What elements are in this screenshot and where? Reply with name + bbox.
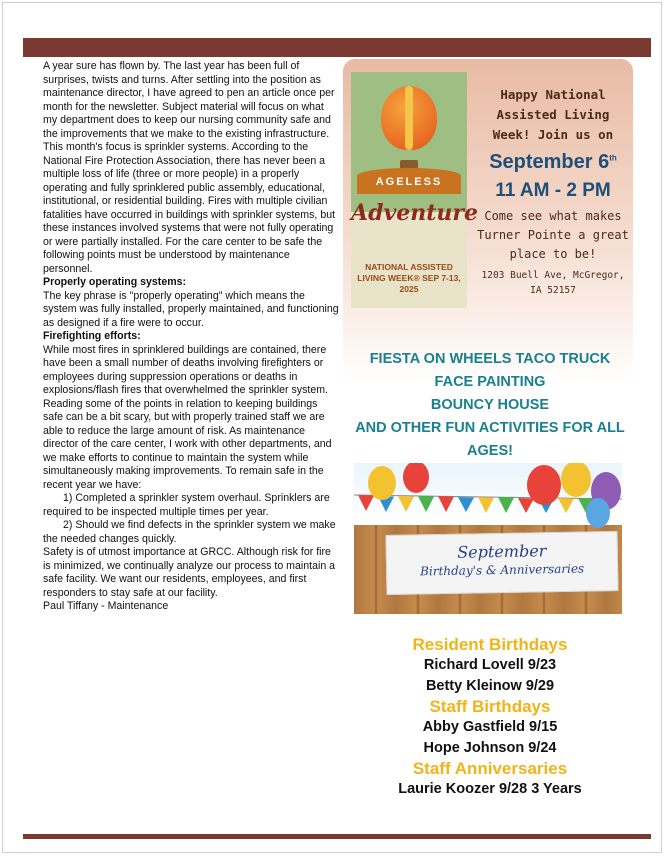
article-heading-operating: Properly operating systems: <box>43 276 187 288</box>
banner-title: September <box>457 541 547 562</box>
article-para-safety: Safety is of utmost importance at GRCC. Although risk for fire is minimized, we continually analyze our process to maintain a safe facility. We want our residents, employees, and first responders to stay safe at our facility. <box>43 546 336 599</box>
article-intro: A year sure has flown by. The last year has been full of surprises, twists and turns. After settling into the position as maintenance director, I have agreed to pen an article once per month for the newsletter. Subject material will focus on what my department does to keep our nursing community safe and the improvements that we make to the existing infrastructure. This month's focus is sprinkler systems. According to the National Fire Protection Association, there has never been a multiple loss of life (three or more people) in a properly operating and fully sprinklered public assembly, educational, institutional, or residential building. Fires with multiple civilian fatalities have occurred in buildings with sprinkler systems, but these instances involved systems that were not fully operating or were partially installed. For the care center to be safe the following points must be understood by maintenance personnel. <box>43 60 336 275</box>
activity-item: AND OTHER FUN ACTIVITIES FOR ALL AGES! <box>355 420 625 459</box>
celebrations-list <box>349 634 631 800</box>
resident-birthday-item: Betty Kleinow 9/29 <box>425 677 555 694</box>
staff-anniversary-item: Laurie Koozer 9/28 3 Years <box>398 781 582 797</box>
activity-item: FACE PAINTING <box>434 374 546 390</box>
staff-birthdays-heading: Staff Birthdays <box>429 697 551 716</box>
article-signature: Paul Tiffany - Maintenance <box>43 600 169 612</box>
article-list-item-1: 1) Completed a sprinkler system overhaul. Sprinklers are required to be inspected multiple times per year. <box>43 492 330 518</box>
staff-birthday-item: Hope Johnson 9/24 <box>423 739 557 756</box>
resident-birthday-item: Richard Lovell 9/23 <box>423 657 557 673</box>
article-para-risk: Reading some of the points in relation to keeping buildings safe can be a bit scary, but with properly trained staff we are able to reduce the large amount of risk. As maintenance director of the care center, I work with other departments, and we make efforts to continue to maintain the system while simultaneously making improvements. To remain safe in the recent year we have: <box>43 397 332 491</box>
ageless-adventure-poster <box>351 72 478 308</box>
banner-sign <box>385 531 618 595</box>
event-title: Happy National Assisted Living Week! Join us on <box>492 87 614 142</box>
poster-caption: NATIONAL ASSISTED LIVING WEEK® SEP 7-13, 2025 <box>357 262 461 294</box>
event-time: 11 AM - 2 PM <box>495 180 611 201</box>
staff-anniversaries-heading: Staff Anniversaries <box>412 759 568 778</box>
poster-script-title: Adventure <box>351 200 478 226</box>
activity-item: FIESTA ON WHEELS TACO TRUCK <box>369 351 611 367</box>
balloons-icon <box>354 463 622 533</box>
footer-bar <box>23 834 651 839</box>
activity-item: BOUNCY HOUSE <box>430 397 550 413</box>
poster-ribbon: AGELESS <box>357 168 461 194</box>
assisted-living-week-card <box>343 59 633 385</box>
staff-birthday-item: Abby Gastfield 9/15 <box>422 719 558 735</box>
resident-birthdays-heading: Resident Birthdays <box>412 635 568 654</box>
activities-list <box>349 348 631 463</box>
event-invite: Come see what makes Turner Pointe a great place to be! <box>477 209 629 261</box>
event-date-text: September 6 <box>489 151 610 173</box>
event-date-suffix: th <box>609 153 617 163</box>
event-address: 1203 Buell Ave, McGregor, IA 52157 <box>481 270 625 296</box>
birthday-anniversary-banner <box>354 463 622 614</box>
maintenance-article <box>43 60 339 614</box>
article-para-operating: The key phrase is "properly operating" which means the system was fully installed, properly maintained, and functioning as designed if a fire were to occur. <box>43 289 339 329</box>
banner-subtitle: Birthday's & Anniversaries <box>419 561 585 579</box>
header-bar <box>23 38 651 57</box>
article-heading-firefighting: Firefighting efforts: <box>43 330 141 342</box>
event-details <box>475 85 631 298</box>
article-list-item-2: 2) Should we find defects in the sprinkler system we make the needed changes quickly. <box>43 519 336 545</box>
balloon-stripe <box>405 86 413 150</box>
article-para-firefighting: While most fires in sprinklered buildings are contained, there have been a small number of deaths involving firefighters or employees during suppression operations or deaths in explosions/flash fires that overwhelmed the sprinkler system. <box>43 343 328 396</box>
event-date <box>475 151 631 174</box>
